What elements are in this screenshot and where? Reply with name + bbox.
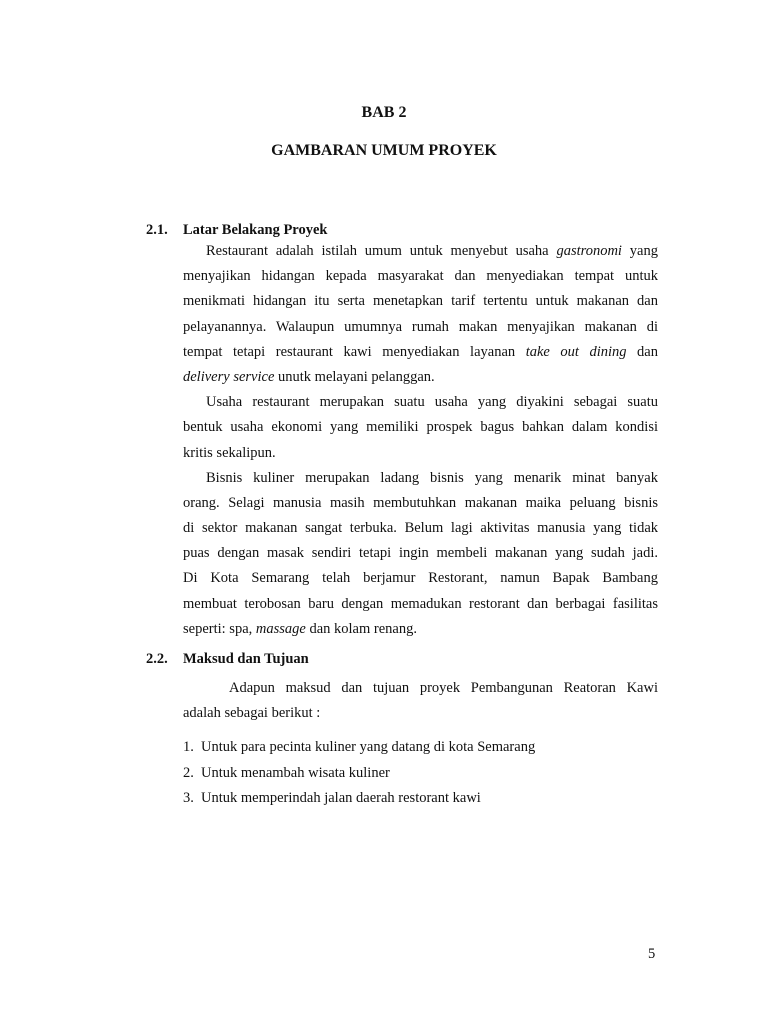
text-run: Restaurant adalah istilah umum untuk menyebut usaha <box>206 243 557 259</box>
text-line <box>183 243 658 268</box>
section-title: Maksud dan Tujuan <box>183 651 309 667</box>
text-line: Bisnis kuliner merupakan ladang bisnis yang menarik minat banyak <box>206 469 658 486</box>
list-number: 1. <box>183 739 194 755</box>
chapter-title: GAMBARAN UMUM PROYEK <box>271 142 497 159</box>
text-line: kritis sekalipun. <box>183 444 276 461</box>
section-number: 2.1. <box>146 222 168 238</box>
section-title: Latar Belakang Proyek <box>183 222 328 238</box>
objectives-list <box>183 739 535 816</box>
italic-term: gastronomi <box>556 243 622 259</box>
list-item <box>183 765 535 791</box>
text-line: Adapun maksud dan tujuan proyek Pembangunan Reatoran Kawi <box>229 680 658 696</box>
text-run: unutk melayani pelanggan. <box>274 368 435 385</box>
text-run: seperti: spa, <box>183 620 256 637</box>
text-line: Usaha restaurant merupakan suatu usaha yang diyakini sebagai suatu <box>206 394 658 411</box>
paragraph-3 <box>183 470 658 646</box>
text-line: orang. Selagi manusia masih membutuhkan makanan maika peluang bisnis <box>183 494 658 511</box>
text-run: tempat tetapi restaurant kawi menyediakan layanan <box>183 343 526 360</box>
section-2-2-intro <box>183 680 658 730</box>
list-number: 2. <box>183 764 194 781</box>
page-number: 5 <box>648 946 656 962</box>
text-line: menikmati hidangan itu serta menetapkan tarif tertentu untuk makanan dan <box>183 293 658 310</box>
text-line: bentuk usaha ekonomi yang memiliki prospek bagus bahkan dalam kondisi <box>183 419 658 436</box>
paragraph-1 <box>183 243 658 394</box>
section-number: 2.2. <box>146 651 168 667</box>
list-item <box>183 739 535 765</box>
italic-term: delivery service <box>183 368 275 385</box>
list-item <box>183 790 535 816</box>
text-line: pelayanannya. Walaupun umumnya rumah makan menyajikan makanan di <box>183 318 658 335</box>
text-line <box>183 621 658 646</box>
paragraph-2 <box>183 394 658 470</box>
chapter-number: BAB 2 <box>361 104 407 121</box>
text-line: membuat terobosan baru dengan memadukan restorant dan berbagai fasilitas <box>183 595 658 612</box>
list-text: Untuk para pecinta kuliner yang datang di kota Semarang <box>201 739 536 755</box>
text-line: Di Kota Semarang telah berjamur Restorant, namun Bapak Bambang <box>183 570 658 587</box>
text-line: puas dengan masak sendiri tetapi ingin membeli makanan yang sudah jadi. <box>183 545 658 562</box>
text-line: adalah sebagai berikut : <box>183 705 321 722</box>
list-number: 3. <box>183 790 194 806</box>
text-run: dan kolam renang. <box>305 620 417 637</box>
italic-term: take out dining <box>525 343 627 360</box>
text-line <box>183 369 658 394</box>
section-heading-2-2 <box>146 651 309 668</box>
section-2-1-body <box>183 243 658 646</box>
italic-term: massage <box>255 620 306 637</box>
text-run: dan <box>626 343 658 360</box>
text-line: di sektor makanan sangat terbuka. Belum lagi aktivitas manusia yang tidak <box>183 520 658 537</box>
list-text: Untuk memperindah jalan daerah restorant kawi <box>201 790 481 806</box>
text-run: yang <box>621 243 658 259</box>
section-heading-2-1 <box>146 222 327 239</box>
list-text: Untuk menambah wisata kuliner <box>201 764 390 781</box>
text-line <box>183 344 658 369</box>
text-line: menyajikan hidangan kepada masyarakat dan menyediakan tempat untuk <box>183 268 658 285</box>
